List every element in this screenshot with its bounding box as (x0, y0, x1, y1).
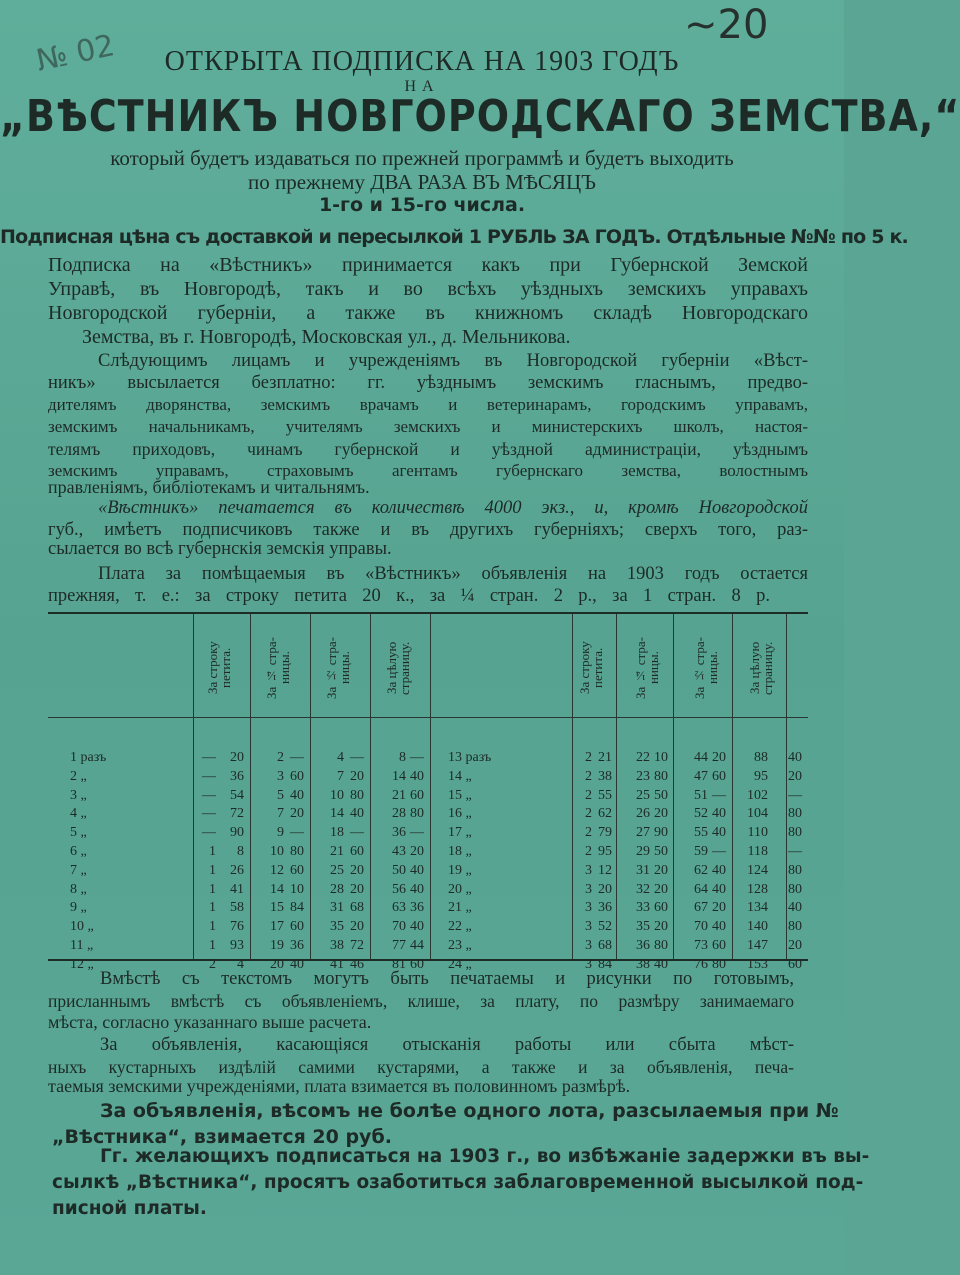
table-cell: 1 (209, 919, 216, 935)
table-cell: 36 (410, 900, 424, 916)
table-cell: 40 (788, 750, 802, 765)
table-cell: 4 (237, 956, 244, 972)
para2-line: телямъ приходовъ, чинамъ губернской и уѣздной администраціи, уѣзднымъ (48, 439, 808, 459)
table-cell: 80 (654, 938, 668, 953)
table-cell: 36 (392, 825, 406, 841)
table-cell: 1 (209, 862, 216, 878)
table-cell: 14 (392, 768, 406, 784)
table-cell: 90 (230, 825, 244, 841)
table-row-label: 22 „ (448, 919, 472, 935)
table-cell: 40 (410, 768, 424, 784)
table-cell: — (290, 825, 304, 841)
table-row-label: 15 „ (448, 787, 472, 803)
table-row-label: 24 „ (448, 956, 472, 972)
table-cell: 10 (290, 881, 304, 897)
table-cell: — (202, 825, 216, 841)
table-cell: 36 (636, 938, 650, 953)
table-cell: 46 (350, 956, 364, 972)
para5-line: Вмѣстѣ съ текстомъ могутъ быть печатаемы и рисунки по готовымъ, (100, 969, 794, 989)
table-header: За строку петита. (205, 641, 233, 695)
table-cell: 40 (712, 919, 726, 935)
table-cell: 67 (694, 900, 708, 916)
table-cell: 41 (230, 881, 244, 897)
header-line-1: ОТКРЫТА ПОДПИСКА НА 1903 ГОДЪ (164, 46, 680, 77)
table-cell: 40 (410, 881, 424, 897)
table-cell: 68 (350, 900, 364, 916)
table-cell: 60 (788, 956, 802, 972)
table-cell: 33 (636, 900, 650, 916)
table-cell: 40 (712, 862, 726, 878)
table-cell: 102 (747, 787, 768, 803)
para4-line: прежняя, т. е.: за строку петита 20 к., за ¼ стран. 2 р., за 1 стран. 8 р. (48, 586, 770, 606)
table-cell: — (202, 768, 216, 784)
handwritten-archive-mark: № 02 (33, 28, 118, 79)
table-cell: 80 (410, 806, 424, 822)
table-cell: 41 (330, 956, 344, 972)
table-cell: 60 (290, 768, 304, 784)
table-cell: 20 (654, 881, 668, 897)
table-cell: 55 (598, 787, 612, 803)
table-cell: 10 (330, 787, 344, 803)
table-cell: 2 (277, 750, 284, 765)
table-cell: 80 (788, 825, 802, 841)
para2-line: земскимъ начальникамъ, учителямъ земскихъ и министерскихъ школъ, настоя- (48, 417, 808, 436)
table-cell: 93 (230, 938, 244, 953)
table-cell: 80 (290, 844, 304, 859)
table-cell: 38 (598, 768, 612, 784)
table-cell: 73 (694, 938, 708, 953)
table-cell: 36 (290, 938, 304, 953)
table-cell: 90 (654, 825, 668, 841)
table-cell: 21 (598, 750, 612, 765)
table-row-label: 9 „ (70, 900, 87, 916)
table-cell: 51 (694, 787, 708, 803)
header-line-2: НА (404, 78, 440, 95)
table-cell: 20 (270, 956, 284, 972)
table-row-label: 8 „ (70, 881, 87, 897)
table-header: За ¼ стра-ницы. (633, 637, 661, 699)
table-cell: 79 (598, 825, 612, 841)
table-cell: 80 (788, 806, 802, 822)
table-cell: 52 (598, 919, 612, 935)
table-row-label: 6 „ (70, 844, 87, 859)
table-row-label: 1 разъ (70, 750, 107, 765)
table-cell: 44 (694, 750, 708, 765)
table-row-label: 14 „ (448, 768, 472, 784)
para2-line: земскимъ управамъ, страховымъ агентамъ губернскаго земства, волостнымъ (48, 461, 808, 480)
table-cell: 60 (290, 862, 304, 878)
table-header: За строку петита. (577, 641, 605, 695)
table-cell: 23 (636, 768, 650, 784)
table-row-label: 18 „ (448, 844, 472, 859)
table-cell: 95 (754, 768, 768, 784)
para2-line: дителямъ дворянства, земскимъ врачамъ и ветеринарамъ, городскимъ управамъ, (48, 395, 808, 414)
table-cell: 40 (712, 881, 726, 897)
table-cell: 38 (330, 938, 344, 953)
table-cell: 38 (636, 956, 650, 972)
table-cell: 72 (230, 806, 244, 822)
table-cell: — (350, 825, 364, 841)
table-cell: 2 (585, 768, 592, 784)
table-cell: 40 (290, 956, 304, 972)
table-cell: 118 (747, 844, 768, 859)
table-cell: 58 (230, 900, 244, 916)
table-cell: — (202, 806, 216, 822)
para5-line: присланнымъ вмѣстѣ съ объявленіемъ, клише, за плату, по размѣру занимаемаго (48, 991, 794, 1011)
table-cell: 7 (277, 806, 284, 822)
table-cell: 14 (270, 881, 284, 897)
subscription-price: Подписная цѣна съ доставкой и пересылкой 1 РУБЛЬ ЗА ГОДЪ. Отдѣльные №№ по 5 к. (0, 226, 908, 248)
table-cell: 44 (410, 938, 424, 953)
table-cell: 25 (636, 787, 650, 803)
table-cell: 40 (788, 900, 802, 916)
table-cell: 40 (410, 919, 424, 935)
table-cell: 63 (392, 900, 406, 916)
table-cell: 8 (399, 750, 406, 765)
table-row-label: 20 „ (448, 881, 472, 897)
table-cell: 43 (392, 844, 406, 859)
table-cell: 2 (585, 844, 592, 859)
table-cell: 80 (350, 787, 364, 803)
table-cell: — (712, 787, 726, 803)
table-row-label: 5 „ (70, 825, 87, 841)
table-cell: 2 (585, 806, 592, 822)
table-cell: — (410, 750, 424, 765)
table-cell: 3 (585, 862, 592, 878)
table-cell: 128 (747, 881, 768, 897)
table-cell: 20 (712, 750, 726, 765)
handwritten-page-number: ~20 (684, 2, 769, 48)
header-line-5: по прежнему ДВА РАЗА ВЪ МѢСЯЦЪ (248, 170, 596, 194)
table-cell: 60 (712, 768, 726, 784)
table-cell: 12 (598, 862, 612, 878)
table-cell: 7 (337, 768, 344, 784)
table-cell: 3 (585, 956, 592, 972)
table-cell: 147 (747, 938, 768, 953)
table-cell: 50 (654, 787, 668, 803)
table-cell: — (788, 844, 802, 859)
table-cell: — (788, 787, 802, 803)
table-cell: 80 (712, 956, 726, 972)
para8-line: писной платы. (52, 1198, 207, 1219)
table-cell: 1 (209, 900, 216, 916)
table-header: За ½ стра-ницы. (324, 637, 352, 699)
table-cell: 55 (694, 825, 708, 841)
table-cell: 60 (654, 900, 668, 916)
table-cell: 3 (585, 919, 592, 935)
table-cell: 140 (747, 919, 768, 935)
table-cell: 60 (410, 956, 424, 972)
table-cell: 84 (290, 900, 304, 916)
para2-line: правленіямъ, библіотекамъ и читальнямъ. (48, 477, 370, 497)
table-cell: 76 (230, 919, 244, 935)
rate-table (48, 612, 808, 972)
table-cell: 21 (392, 787, 406, 803)
para3-line: «Вѣстникъ» печатается въ количествѣ 4000 экз., и, кромѣ Новгородской (98, 498, 808, 518)
table-cell: 31 (330, 900, 344, 916)
table-cell: 40 (654, 956, 668, 972)
table-cell: 80 (788, 862, 802, 878)
table-cell: 10 (654, 750, 668, 765)
para8-line: сылкѣ „Вѣстника“, просятъ озаботиться заблаговременной высылкой под- (52, 1172, 864, 1193)
table-cell: 20 (290, 806, 304, 822)
table-cell: 20 (654, 806, 668, 822)
table-cell: 21 (330, 844, 344, 859)
table-cell: 50 (654, 844, 668, 859)
para1-line: Новгородской губерніи, а также въ книжномъ складѣ Новгородскаго (48, 302, 808, 324)
table-cell: 124 (747, 862, 768, 878)
table-row-label: 23 „ (448, 938, 472, 953)
para3-line: губ., имѣетъ подписчиковъ также и въ другихъ губерніяхъ; сверхъ того, раз- (48, 520, 808, 540)
para6-line: За объявленія, касающіяся отысканія работы или сбыта мѣст- (100, 1035, 794, 1055)
table-row-label: 21 „ (448, 900, 472, 916)
table-cell: 25 (330, 862, 344, 878)
table-cell: 3 (277, 768, 284, 784)
header-line-6: 1-го и 15-го числа. (318, 194, 526, 216)
table-cell: 153 (747, 956, 768, 972)
table-cell: 54 (230, 787, 244, 803)
table-cell: 22 (636, 750, 650, 765)
table-cell: 50 (392, 862, 406, 878)
table-cell: 68 (598, 938, 612, 953)
table-cell: 1 (209, 881, 216, 897)
table-cell: 40 (350, 806, 364, 822)
table-cell: 80 (788, 919, 802, 935)
table-cell: 36 (230, 768, 244, 784)
table-cell: 20 (230, 750, 244, 765)
table-cell: 1 (209, 938, 216, 953)
table-cell: 40 (712, 806, 726, 822)
table-cell: 84 (598, 956, 612, 972)
table-cell: 72 (350, 938, 364, 953)
table-header-separator (48, 717, 808, 718)
para8-line: Гг. желающихъ подписаться на 1903 г., во избѣжаніе задержки въ вы- (100, 1146, 870, 1167)
table-header: За ½ стра-ницы. (692, 637, 720, 699)
table-cell: 60 (350, 844, 364, 859)
table-header: За цѣлую страницу. (384, 641, 412, 695)
para1-line: Земства, въ г. Новгородѣ, Московская ул., д. Мельникова. (82, 326, 571, 348)
table-row-label: 11 „ (70, 938, 94, 953)
table-cell: 20 (598, 881, 612, 897)
table-cell: 2 (585, 750, 592, 765)
para7-line: За объявленія, вѣсомъ не болѣе одного лота, разсылаемыя при № (100, 1100, 839, 1122)
para2-line: никъ» высылается безплатно: гг. уѣзднымъ земскимъ гласнымъ, предво- (48, 373, 808, 393)
table-cell: 20 (350, 862, 364, 878)
table-cell: 88 (754, 750, 768, 765)
table-cell: 47 (694, 768, 708, 784)
table-cell: 14 (330, 806, 344, 822)
table-cell: 110 (747, 825, 768, 841)
table-cell: 28 (392, 806, 406, 822)
table-cell: 40 (712, 825, 726, 841)
table-cell: 95 (598, 844, 612, 859)
table-cell: 2 (585, 825, 592, 841)
table-cell: 17 (270, 919, 284, 935)
table-cell: 80 (788, 881, 802, 897)
table-cell: 40 (290, 787, 304, 803)
table-cell: 8 (237, 844, 244, 859)
table-cell: — (350, 750, 364, 765)
table-cell: 70 (694, 919, 708, 935)
table-row-label: 3 „ (70, 787, 87, 803)
table-cell: 32 (636, 881, 650, 897)
table-cell: — (712, 844, 726, 859)
table-cell: 10 (270, 844, 284, 859)
table-cell: 26 (230, 862, 244, 878)
table-cell: 35 (330, 919, 344, 935)
table-cell: 104 (747, 806, 768, 822)
table-cell: 20 (350, 919, 364, 935)
table-cell: 3 (585, 938, 592, 953)
table-cell: 70 (392, 919, 406, 935)
table-cell: 134 (747, 900, 768, 916)
table-cell: 20 (654, 862, 668, 878)
table-cell: 20 (654, 919, 668, 935)
table-cell: 18 (330, 825, 344, 841)
table-cell: 62 (694, 862, 708, 878)
table-cell: 60 (410, 787, 424, 803)
table-cell: 62 (598, 806, 612, 822)
table-cell: — (410, 825, 424, 841)
table-cell: 3 (585, 900, 592, 916)
table-cell: 64 (694, 881, 708, 897)
table-cell: 1 (209, 844, 216, 859)
table-cell: — (202, 750, 216, 765)
table-cell: 60 (290, 919, 304, 935)
table-cell: 20 (410, 844, 424, 859)
table-cell: 9 (277, 825, 284, 841)
table-cell: 4 (337, 750, 344, 765)
table-cell: 40 (410, 862, 424, 878)
table-header: За цѣлую страницу. (747, 641, 775, 695)
table-row-label: 17 „ (448, 825, 472, 841)
table-cell: 20 (788, 938, 802, 953)
table-cell: 15 (270, 900, 284, 916)
table-cell: 27 (636, 825, 650, 841)
table-row-label: 12 „ (70, 956, 94, 972)
table-cell: 20 (712, 900, 726, 916)
para4-line: Плата за помѣщаемыя въ «Вѣстникъ» объявленія на 1903 годъ остается (98, 564, 808, 584)
table-row-label: 7 „ (70, 862, 87, 878)
table-column-rule (430, 614, 431, 959)
table-cell: 2 (209, 956, 216, 972)
table-cell: 20 (350, 881, 364, 897)
table-cell: 20 (788, 768, 802, 784)
table-cell: 29 (636, 844, 650, 859)
header-line-4: который будетъ издаваться по прежней программѣ и будетъ выходить (110, 146, 734, 170)
table-cell: 77 (392, 938, 406, 953)
table-cell: 3 (585, 881, 592, 897)
table-cell: 20 (350, 768, 364, 784)
para5-line: мѣста, согласно указаннаго выше расчета. (48, 1012, 372, 1032)
para6-line: ныхъ кустарныхъ издѣлій самими кустарями, а также и за объявленія, печа- (48, 1057, 794, 1077)
table-row-label: 10 „ (70, 919, 94, 935)
table-cell: 76 (694, 956, 708, 972)
table-row-label: 13 разъ (448, 750, 492, 765)
newspaper-title: „ВѢСТНИКЪ НОВГОРОДСКАГО ЗЕМСТВА,“ (0, 90, 960, 142)
table-cell: 28 (330, 881, 344, 897)
table-cell: 31 (636, 862, 650, 878)
table-row-label: 16 „ (448, 806, 472, 822)
para2-line: Слѣдующимъ лицамъ и учрежденіямъ въ Новгородской губерніи «Вѣст- (98, 351, 808, 371)
table-cell: 2 (585, 787, 592, 803)
table-cell: 19 (270, 938, 284, 953)
table-cell: — (290, 750, 304, 765)
table-cell: 80 (654, 768, 668, 784)
table-header: За ¼ стра-ницы. (264, 637, 292, 699)
table-cell: 59 (694, 844, 708, 859)
table-cell: 12 (270, 862, 284, 878)
table-cell: — (202, 787, 216, 803)
para1-line: Управѣ, въ Новгородѣ, такъ и во всѣхъ уѣздныхъ земскихъ управахъ (48, 278, 808, 300)
para3-line: сылается во всѣ губернскія земскія управы. (48, 539, 392, 559)
table-cell: 26 (636, 806, 650, 822)
para6-line: таемыя земскими учрежденіями, плата взимается въ половинномъ размѣрѣ. (48, 1076, 631, 1096)
table-cell: 36 (598, 900, 612, 916)
table-row-label: 19 „ (448, 862, 472, 878)
table-cell: 35 (636, 919, 650, 935)
table-cell: 60 (712, 938, 726, 953)
table-cell: 81 (392, 956, 406, 972)
table-row-label: 2 „ (70, 768, 87, 784)
table-cell: 5 (277, 787, 284, 803)
table-cell: 52 (694, 806, 708, 822)
table-cell: 56 (392, 881, 406, 897)
table-row-label: 4 „ (70, 806, 87, 822)
para1-line: Подписка на «Вѣстникъ» принимается какъ при Губернской Земской (48, 254, 808, 276)
para7-line: „Вѣстника“, взимается 20 руб. (52, 1126, 392, 1148)
